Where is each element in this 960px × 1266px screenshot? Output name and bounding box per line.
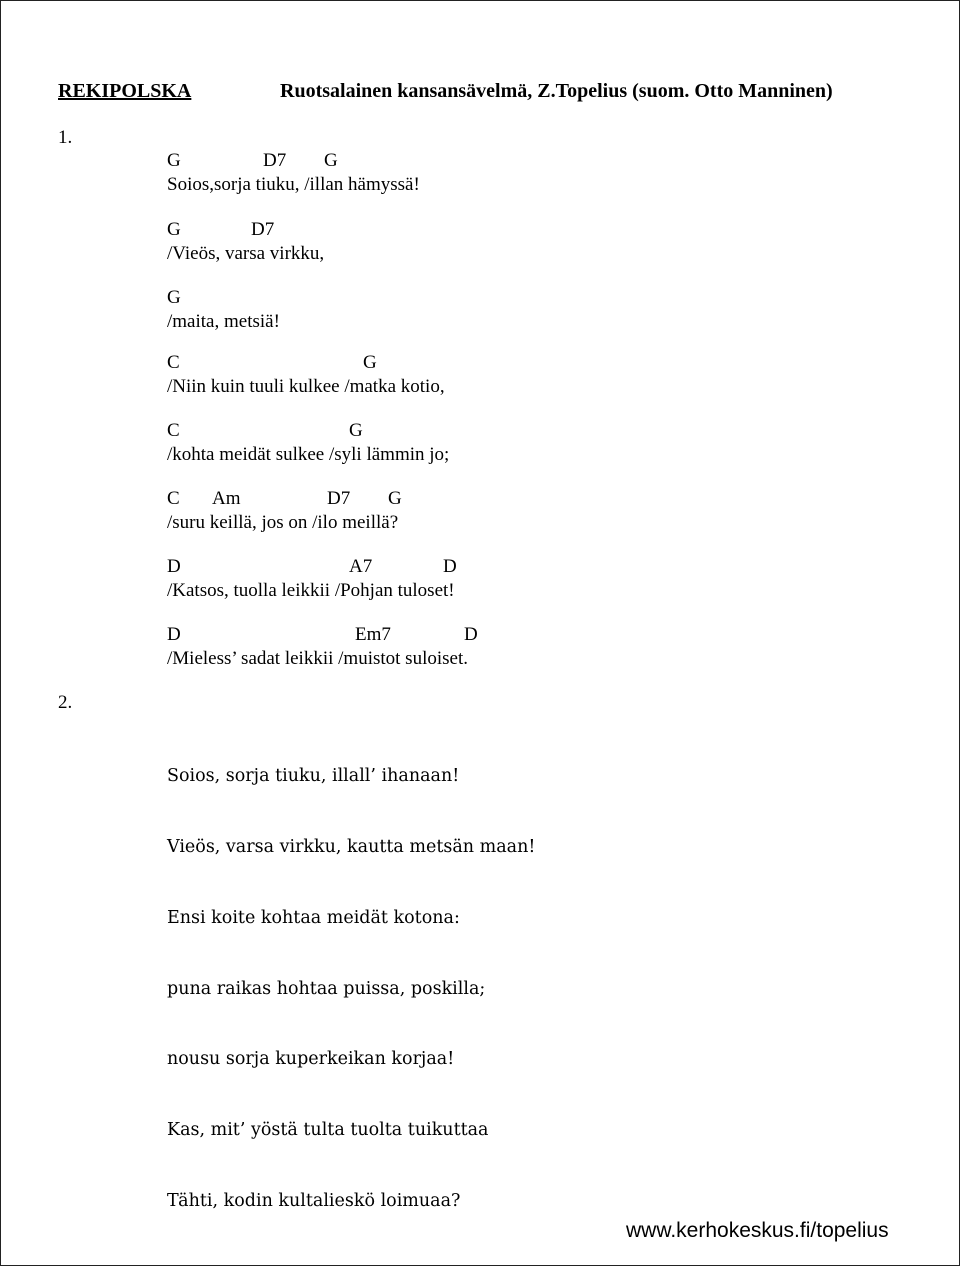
chord: D7	[327, 488, 351, 509]
chord: G	[349, 420, 363, 441]
lyric-line: /Mieless’ sadat leikkii /muistot suloiset.	[167, 648, 468, 669]
chord: Am	[212, 488, 241, 509]
song-title: REKIPOLSKA	[58, 80, 192, 102]
lyric-line: Soios,sorja tiuku, /illan hämyssä!	[167, 174, 420, 195]
chord: Em7	[355, 624, 391, 645]
lyric-line: Tähti, kodin kultalieskö loimuaa?	[167, 1190, 461, 1211]
chord: G	[363, 352, 377, 373]
lyric-line: /maita, metsiä!	[167, 311, 280, 332]
verse-number-1: 1.	[58, 127, 73, 148]
lyric-line: Vieös, varsa virkku, kautta metsän maan!	[167, 836, 536, 857]
chord: D	[464, 624, 478, 645]
lyric-line: Soios, sorja tiuku, illall’ ihanaan!	[167, 766, 460, 787]
lyric-line: nousu sorja kuperkeikan korjaa!	[167, 1049, 455, 1070]
verse-number-2: 2.	[58, 692, 73, 713]
chord: C	[167, 352, 180, 373]
verse-2-text	[167, 718, 535, 1237]
chord: D	[167, 624, 181, 645]
lyric-line: puna raikas hohtaa puissa, poskilla;	[167, 978, 486, 999]
chord: D	[167, 556, 181, 577]
chord: D	[443, 556, 457, 577]
chord: D7	[251, 219, 275, 240]
lyric-line: /Niin kuin tuuli kulkee /matka kotio,	[167, 376, 445, 397]
footer-url[interactable]: www.kerhokeskus.fi/topelius	[626, 1219, 889, 1242]
song-credits: Ruotsalainen kansansävelmä, Z.Topelius (suom. Otto Manninen)	[280, 80, 833, 102]
chord: G	[167, 287, 181, 308]
chord: G	[167, 150, 181, 171]
lyric-line: Ensi koite kohtaa meidät kotona:	[167, 907, 460, 928]
lyric-line: /Katsos, tuolla leikkii /Pohjan tuloset!	[167, 580, 455, 601]
chord: G	[167, 219, 181, 240]
chord: G	[324, 150, 338, 171]
lyric-line: Kas, mit’ yöstä tulta tuolta tuikuttaa	[167, 1120, 489, 1141]
chord: G	[388, 488, 402, 509]
chord: D7	[263, 150, 287, 171]
chord: C	[167, 488, 180, 509]
chord: C	[167, 420, 180, 441]
lyric-line: /kohta meidät sulkee /syli lämmin jo;	[167, 444, 450, 465]
lyric-line: /Vieös, varsa virkku,	[167, 243, 325, 264]
lyric-line: /suru keillä, jos on /ilo meillä?	[167, 512, 399, 533]
chord: A7	[349, 556, 373, 577]
